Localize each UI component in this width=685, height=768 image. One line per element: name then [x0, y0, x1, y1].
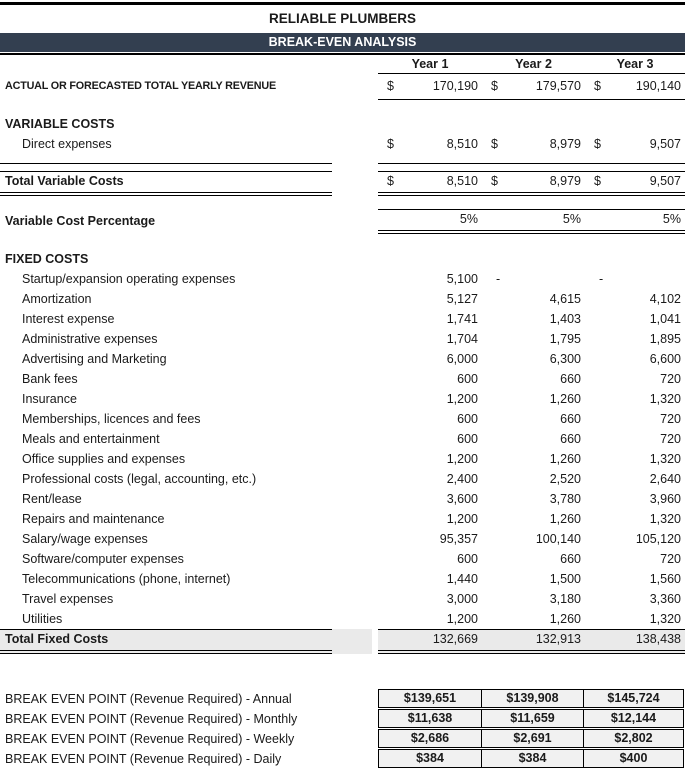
value-cell — [585, 172, 685, 192]
column-header-year2: Year 2 — [515, 57, 552, 71]
value-cell: 600 — [457, 412, 478, 426]
value-cell: 5% — [459, 212, 478, 226]
table-row — [0, 569, 685, 589]
value-cell: 600 — [457, 552, 478, 566]
value-cell: 3,960 — [649, 492, 681, 506]
revenue-cell-year3 — [585, 74, 685, 99]
value-cell: 1,200 — [446, 612, 478, 626]
gap-cell — [332, 171, 378, 196]
currency-symbol: $ — [491, 174, 498, 188]
spacer — [0, 234, 685, 249]
rule-gap — [332, 154, 378, 164]
value-cell: 1,440 — [446, 572, 478, 586]
value-cell: 2,520 — [549, 472, 581, 486]
section-banner — [0, 33, 685, 52]
value-cell: 660 — [560, 552, 581, 566]
row-label: Office supplies and expenses — [22, 452, 186, 466]
currency-symbol: $ — [387, 79, 394, 93]
value-cell: 3,000 — [446, 592, 478, 606]
table-row — [0, 289, 685, 309]
value-cell: 660 — [560, 372, 581, 386]
value: 8,510 — [446, 174, 478, 188]
row-label: Utilities — [22, 612, 63, 626]
revenue-cell-year2 — [482, 74, 585, 99]
spacer — [0, 196, 685, 209]
row-label: Travel expenses — [22, 592, 114, 606]
table-row — [0, 329, 685, 349]
revenue-cell-year1 — [378, 74, 482, 99]
gap-cell — [332, 209, 378, 234]
table-row — [0, 389, 685, 409]
value-cell: 660 — [560, 432, 581, 446]
company-title: RELIABLE PLUMBERS — [268, 11, 416, 26]
year-header-row — [0, 55, 685, 74]
rule-segment — [378, 154, 685, 164]
table-row — [0, 529, 685, 549]
year-header-group — [378, 55, 685, 74]
total-variable-costs-label: Total Variable Costs — [0, 171, 332, 196]
break-even-row-annual — [0, 689, 685, 709]
value-cell: 132,669 — [432, 632, 478, 646]
value: 8,979 — [549, 137, 581, 151]
revenue-value-year1: 170,190 — [432, 79, 478, 93]
total-fixed-costs-row — [0, 629, 685, 654]
value-cell: 5,127 — [446, 292, 478, 306]
value-cell: 1,260 — [549, 392, 581, 406]
revenue-row — [0, 74, 685, 100]
variable-cost-percentage-label: Variable Cost Percentage — [5, 214, 156, 228]
value-cell: 720 — [660, 412, 681, 426]
currency-symbol: $ — [387, 137, 394, 151]
value-cell: 1,895 — [649, 332, 681, 346]
table-row — [0, 409, 685, 429]
value-cell: 1,320 — [649, 452, 681, 466]
value-cell: 3,360 — [649, 592, 681, 606]
value-cell: 4,615 — [549, 292, 581, 306]
currency-symbol: $ — [491, 137, 498, 151]
value-cell: 720 — [660, 552, 681, 566]
value-cell: 1,320 — [649, 392, 681, 406]
row-label: Telecommunications (phone, internet) — [22, 572, 231, 586]
break-even-label: BREAK EVEN POINT (Revenue Required) - Annual — [5, 692, 292, 706]
value-cell: 3,180 — [549, 592, 581, 606]
value-cell: 3,600 — [446, 492, 478, 506]
break-even-cell: $400 — [583, 749, 684, 768]
break-even-cell: $2,802 — [583, 729, 684, 748]
value-cell: 1,795 — [549, 332, 581, 346]
value-cell: 6,600 — [649, 352, 681, 366]
break-even-cell: $139,908 — [481, 689, 584, 708]
row-label: Memberships, licences and fees — [22, 412, 201, 426]
break-even-cell: $2,686 — [378, 729, 482, 748]
break-even-cell: $145,724 — [583, 689, 684, 708]
revenue-value-year2: 179,570 — [535, 79, 581, 93]
currency-symbol: $ — [594, 174, 601, 188]
spacer — [0, 654, 685, 689]
value-cell: 5,100 — [446, 272, 478, 286]
break-even-label: BREAK EVEN POINT (Revenue Required) - Weekly — [5, 732, 295, 746]
table-row — [0, 609, 685, 629]
table-row — [0, 549, 685, 569]
pre-total-rule — [0, 154, 685, 164]
value-cell: 1,560 — [649, 572, 681, 586]
value-cell: 6,000 — [446, 352, 478, 366]
row-label: Advertising and Marketing — [22, 352, 167, 366]
value-cell: 1,041 — [649, 312, 681, 326]
header-spacer — [0, 55, 378, 74]
table-row — [0, 509, 685, 529]
row-label: Administrative expenses — [22, 332, 158, 346]
row-label: Software/computer expenses — [22, 552, 184, 566]
gap-cell — [332, 629, 378, 654]
value-cell: 2,640 — [649, 472, 681, 486]
variable-cost-percentage-row — [0, 209, 685, 234]
value-cell — [482, 172, 585, 192]
value: 9,507 — [649, 137, 681, 151]
total-variable-costs-values — [378, 171, 685, 196]
row-label: Bank fees — [22, 372, 78, 386]
row-label: Professional costs (legal, accounting, etc.) — [22, 472, 257, 486]
break-even-row-weekly — [0, 729, 685, 749]
value-cell — [378, 134, 482, 154]
value: 8,979 — [549, 174, 581, 188]
currency-symbol: $ — [491, 79, 498, 93]
row-label: Interest expense — [22, 312, 115, 326]
value-cell: 1,260 — [549, 612, 581, 626]
currency-symbol: $ — [594, 79, 601, 93]
value-cell: 1,403 — [549, 312, 581, 326]
total-fixed-costs-values — [378, 629, 685, 654]
table-row — [0, 469, 685, 489]
value-cell: - — [496, 272, 501, 286]
value-cell: 5% — [562, 212, 581, 226]
table-row — [0, 429, 685, 449]
row-label: Meals and entertainment — [22, 432, 160, 446]
revenue-values — [378, 74, 685, 100]
value-cell: 1,200 — [446, 452, 478, 466]
value-cell: 720 — [660, 432, 681, 446]
revenue-label: ACTUAL OR FORECASTED TOTAL YEARLY REVENUE — [5, 80, 276, 92]
row-label: Insurance — [22, 392, 77, 406]
currency-symbol: $ — [594, 137, 601, 151]
banner-label: BREAK-EVEN ANALYSIS — [268, 35, 417, 49]
value-cell: 600 — [457, 372, 478, 386]
value-cell: 95,357 — [439, 532, 478, 546]
value-cell: 1,500 — [549, 572, 581, 586]
table-row — [0, 369, 685, 389]
value-cell: 1,741 — [446, 312, 478, 326]
table-row — [0, 589, 685, 609]
value-cell: 1,260 — [549, 512, 581, 526]
value-cell: 1,200 — [446, 512, 478, 526]
value: 9,507 — [649, 174, 681, 188]
value-cell: 1,320 — [649, 512, 681, 526]
value-cell: 6,300 — [549, 352, 581, 366]
break-even-cell: $11,638 — [378, 709, 482, 728]
column-header-year1: Year 1 — [411, 57, 449, 71]
value-cell: 660 — [560, 412, 581, 426]
break-even-cell: $384 — [378, 749, 482, 768]
revenue-value-year3: 190,140 — [635, 79, 681, 93]
break-even-label: BREAK EVEN POINT (Revenue Required) - Monthly — [5, 712, 298, 726]
value-cell — [585, 134, 685, 154]
table-row-direct-expenses — [0, 134, 685, 154]
value-cell: 5% — [662, 212, 681, 226]
fixed-costs-header-row — [0, 249, 685, 269]
variable-costs-header-row — [0, 114, 685, 134]
value-cell: 105,120 — [635, 532, 681, 546]
value: 8,510 — [446, 137, 478, 151]
column-header-year3: Year 3 — [616, 57, 654, 71]
value-cell: 138,438 — [635, 632, 681, 646]
value-cell: 132,913 — [535, 632, 581, 646]
table-row — [0, 449, 685, 469]
total-fixed-costs-label: Total Fixed Costs — [0, 629, 332, 654]
row-label: Direct expenses — [22, 137, 112, 151]
break-even-label: BREAK EVEN POINT (Revenue Required) - Daily — [5, 752, 282, 766]
spacer — [0, 100, 685, 114]
break-even-row-monthly — [0, 709, 685, 729]
break-even-cell: $2,691 — [481, 729, 584, 748]
value-cell: 3,780 — [549, 492, 581, 506]
row-label: Salary/wage expenses — [22, 532, 148, 546]
value-cell: 4,102 — [649, 292, 681, 306]
total-variable-costs-row — [0, 171, 685, 196]
value-cell: 600 — [457, 432, 478, 446]
row-label: Repairs and maintenance — [22, 512, 165, 526]
currency-symbol: $ — [387, 174, 394, 188]
value-cell: 100,140 — [535, 532, 581, 546]
value-cell: 1,320 — [649, 612, 681, 626]
value-cell — [378, 172, 482, 192]
value-cell: 2,400 — [446, 472, 478, 486]
table-row — [0, 309, 685, 329]
value-cell: 720 — [660, 372, 681, 386]
variable-costs-header: VARIABLE COSTS — [5, 117, 115, 131]
row-label: Startup/expansion operating expenses — [22, 272, 236, 286]
break-even-cell: $11,659 — [481, 709, 584, 728]
spacer — [0, 164, 685, 171]
table-row — [0, 489, 685, 509]
break-even-cell: $384 — [481, 749, 584, 768]
value-cell: 1,704 — [446, 332, 478, 346]
value-cell — [482, 134, 585, 154]
row-label: Rent/lease — [22, 492, 82, 506]
value-cell: 1,200 — [446, 392, 478, 406]
value-cell: - — [599, 272, 604, 286]
value-cell: 1,260 — [549, 452, 581, 466]
break-even-cell: $139,651 — [378, 689, 482, 708]
table-row — [0, 269, 685, 289]
table-row — [0, 349, 685, 369]
row-label: Amortization — [22, 292, 92, 306]
variable-cost-percentage-values — [378, 209, 685, 234]
break-even-cell: $12,144 — [583, 709, 684, 728]
fixed-costs-header: FIXED COSTS — [5, 252, 89, 266]
break-even-row-daily — [0, 749, 685, 768]
rule-segment — [0, 154, 332, 164]
